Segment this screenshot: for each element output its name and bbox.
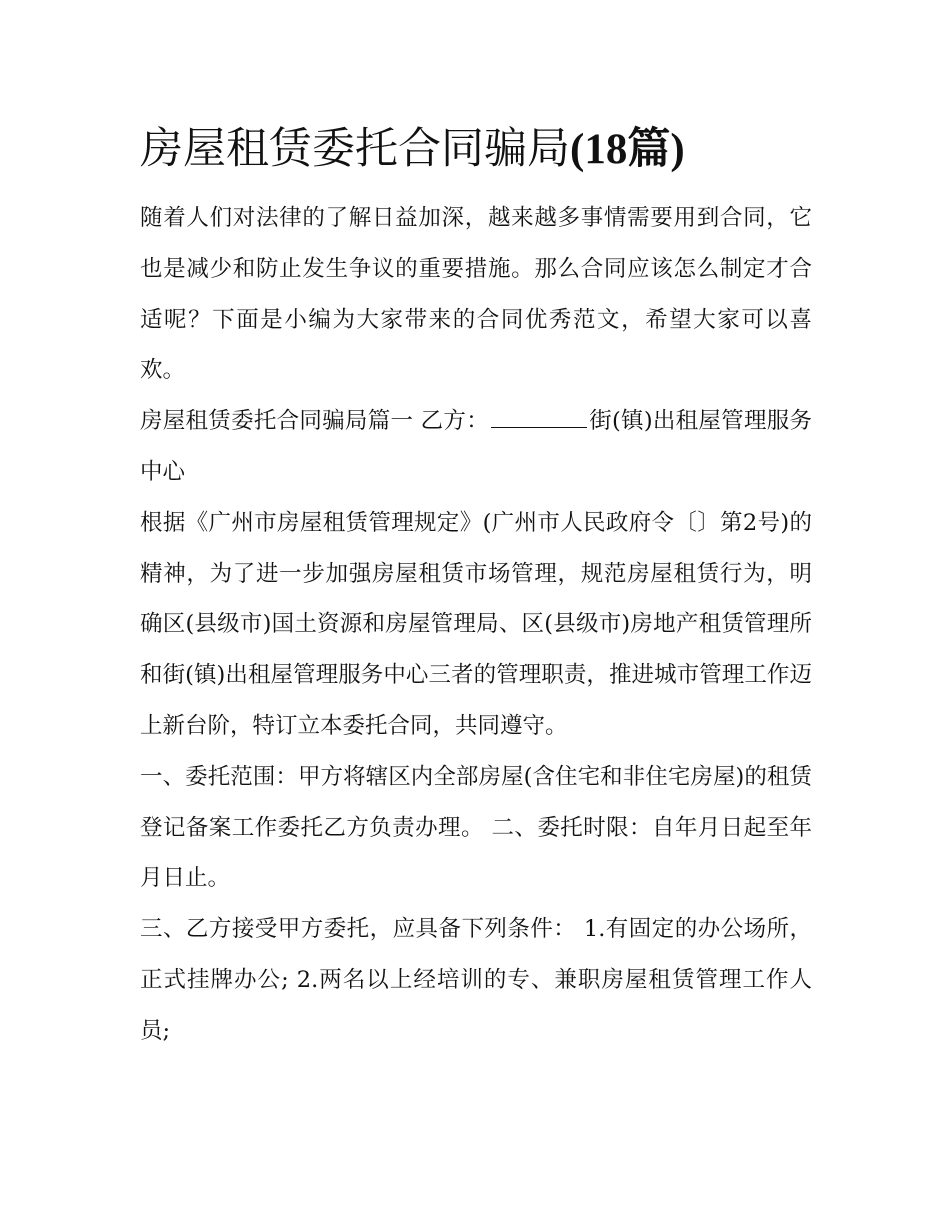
party-line-before: 房屋租赁委托合同骗局篇一 乙方：: [140, 408, 489, 435]
blank-underline: [491, 407, 587, 428]
title-suffix: (18篇): [570, 126, 685, 173]
basis-paragraph: 根据《广州市房屋租赁管理规定》(广州市人民政府令〔〕第2号)的精神，为了进一步加强房屋租赁市场管理，规范房屋租赁行为，明确区(县级市)国土资源和房屋管理局、区(县级市)房地产租赁管理所和街(镇)出租屋管理服务中心三者的管理职责，推进城市管理工作迈上新台阶，特订立本委托合同，共同遵守。: [140, 509, 812, 739]
party-line-after: 街(镇)出租屋管理服务中心: [140, 408, 812, 485]
document-content: [140, 118, 812, 1057]
document-title: [140, 118, 812, 181]
intro-paragraph: 随着人们对法律的了解日益加深，越来越多事情需要用到合同，它也是减少和防止发生争议的重要措施。那么合同应该怎么制定才合适呢？下面是小编为大家带来的合同优秀范文，希望大家可以喜欢。: [140, 205, 812, 384]
scope-paragraph: 一、委托范围：甲方将辖区内全部房屋(含住宅和非住宅房屋)的租赁登记备案工作委托乙方负责办理。 二、委托时限：自年月日起至年月日止。: [140, 763, 812, 892]
party-line: [140, 396, 812, 498]
title-main: 房屋租赁委托合同骗局: [140, 124, 570, 174]
conditions-paragraph: 三、乙方接受甲方委托，应具备下列条件： 1.有固定的办公场所，正式挂牌办公; 2.两名以上经培训的专、兼职房屋租赁管理工作人员;: [140, 916, 812, 1044]
